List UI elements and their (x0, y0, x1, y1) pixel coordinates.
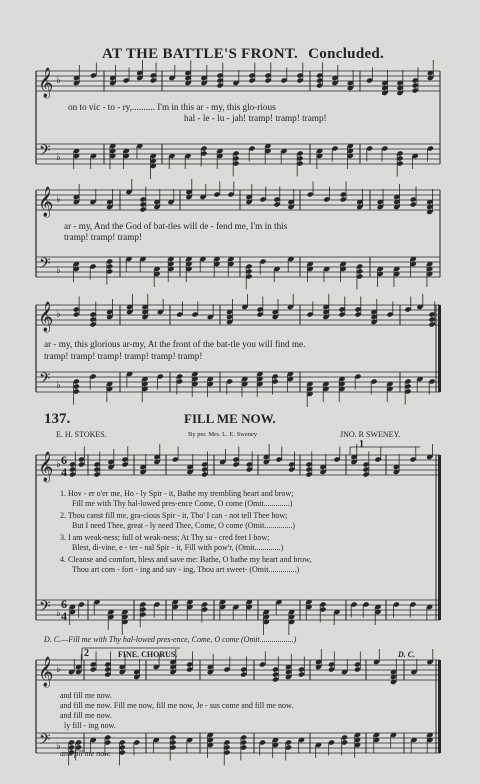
composer-credit: JNO. R SWENEY. (340, 430, 401, 439)
flat-icon: ♭ (56, 459, 61, 470)
flat-icon: ♭ (56, 265, 61, 276)
bass-time-signature-bottom: 4 (61, 609, 67, 623)
verse-number: 2. (60, 511, 68, 520)
final-barline-thick (438, 455, 441, 620)
verse-line (72, 500, 292, 508)
verse-number: 1. (60, 489, 68, 498)
flat-icon: ♭ (56, 664, 61, 675)
flat-icon: ♭ (56, 75, 61, 86)
verse-text: Hov - er o'er me, Ho - ly Spir - it, Bathe my trembling heart and brow; (68, 489, 294, 498)
system3-lyric-line2: tramp! tramp! tramp! tramp! tramp! tramp! (44, 351, 203, 361)
dc-note: D. C.—Fill me with Thy hal-lowed pres-ence, Come, O come (Omit.................) (44, 635, 297, 644)
flat-icon: ♭ (56, 309, 61, 320)
hymn-title-suffix: Concluded. (308, 46, 385, 62)
bass-clef-icon: 𝄢 (39, 142, 51, 163)
chorus-line: and fill me now. (60, 711, 112, 720)
flat-icon: ♭ (56, 194, 61, 205)
fine-chorus-label: FINE. CHORUS. (118, 650, 178, 659)
verse-text: Thou art com - fort - ing and sav - ing, Thou art sweet- (Omit..............) (72, 565, 300, 574)
final-barline-thick (438, 660, 441, 753)
verse-number: 4. (60, 555, 68, 564)
dc-mark: D. C. (398, 650, 416, 659)
bass-clef-icon: 𝄢 (39, 370, 51, 391)
flat-icon: ♭ (56, 380, 61, 391)
system2-lyric-line2: tramp! tramp! tramp! (64, 232, 143, 242)
treble-clef-icon: 𝄞 (38, 187, 54, 217)
time-signature-top: 6 (61, 453, 67, 467)
hymn-number: 137. (44, 411, 71, 427)
treble-clef-icon: 𝄞 (38, 657, 54, 687)
system2-lyric-line1: ar - my, And the God of bat-tles will de - fend me, I'm in this (64, 221, 288, 231)
flat-icon: ♭ (56, 741, 61, 752)
verse-line (60, 534, 269, 542)
verse-number: 3. (60, 533, 68, 542)
verse-line (72, 522, 295, 530)
permission-credit: By per. Mrs. L. E. Sweney (188, 431, 258, 438)
verse-line (60, 512, 287, 520)
footer-lyric: and fill me now. (60, 749, 111, 758)
second-ending-number: 2 (84, 648, 89, 659)
final-barline-thick (438, 305, 441, 392)
treble-clef-icon: 𝄞 (38, 452, 54, 482)
verse-line (72, 544, 283, 552)
time-signature-bottom: 4 (61, 465, 67, 479)
verse-line (60, 556, 311, 564)
system3-lyric-line1: ar - my, this glorious ar-my, At the front of the bat-tle you will find me. (44, 339, 306, 349)
system1-lyric-line2: hal - le - lu - jah! tramp! tramp! tramp! (184, 113, 327, 123)
verse-text: Thou canst fill me, gra-cious Spir - it, Tho' I can - not tell Thee how; (67, 511, 288, 520)
treble-clef-icon: 𝄞 (38, 302, 54, 332)
verse-text: Fill me with Thy hal-lowed pres-ence Come, O come (Omit.............) (72, 499, 293, 508)
chorus-line: and fill me now. Fill me now, fill me now, Je - sus come and fill me now. (60, 701, 294, 710)
system1-lyric-line1: on to vic - to - ry,.......... I'm in this ar - my, this glo-rious (68, 102, 276, 112)
author-credit: E. H. STOKES. (56, 430, 107, 439)
bass-clef-icon: 𝄢 (39, 598, 51, 619)
hymn-title: AT THE BATTLE'S FRONT. (102, 46, 299, 62)
verse-text: I am weak-ness; full of weak-ness; At Thy sa - cred feet I bow; (68, 533, 270, 542)
verse-text: Blest, di-vine, e - ter - nal Spir - it, Fill with pow'r, (Omit.............) (72, 543, 284, 552)
verse-text: But I need Thee, great - ly need Thee, Come, O come (Omit..............) (72, 521, 295, 530)
bass-clef-icon: 𝄢 (39, 731, 51, 752)
verse-text: Cleanse and comfort, bless and save me: Bathe, O bathe my heart and brow, (68, 555, 312, 564)
chorus-line: ly fill - ing now. (64, 721, 116, 730)
bass-time-signature-top: 6 (61, 597, 67, 611)
bass-clef-icon: 𝄢 (39, 255, 51, 276)
verse-line (72, 566, 299, 574)
measure-number: 1 (359, 439, 364, 450)
flat-icon: ♭ (56, 608, 61, 619)
hymn-137-title: FILL ME NOW. (184, 411, 276, 426)
flat-icon: ♭ (56, 152, 61, 163)
verse-line (60, 490, 293, 498)
treble-clef-icon: 𝄞 (38, 68, 54, 98)
chorus-line: and fill me now. (60, 691, 112, 700)
